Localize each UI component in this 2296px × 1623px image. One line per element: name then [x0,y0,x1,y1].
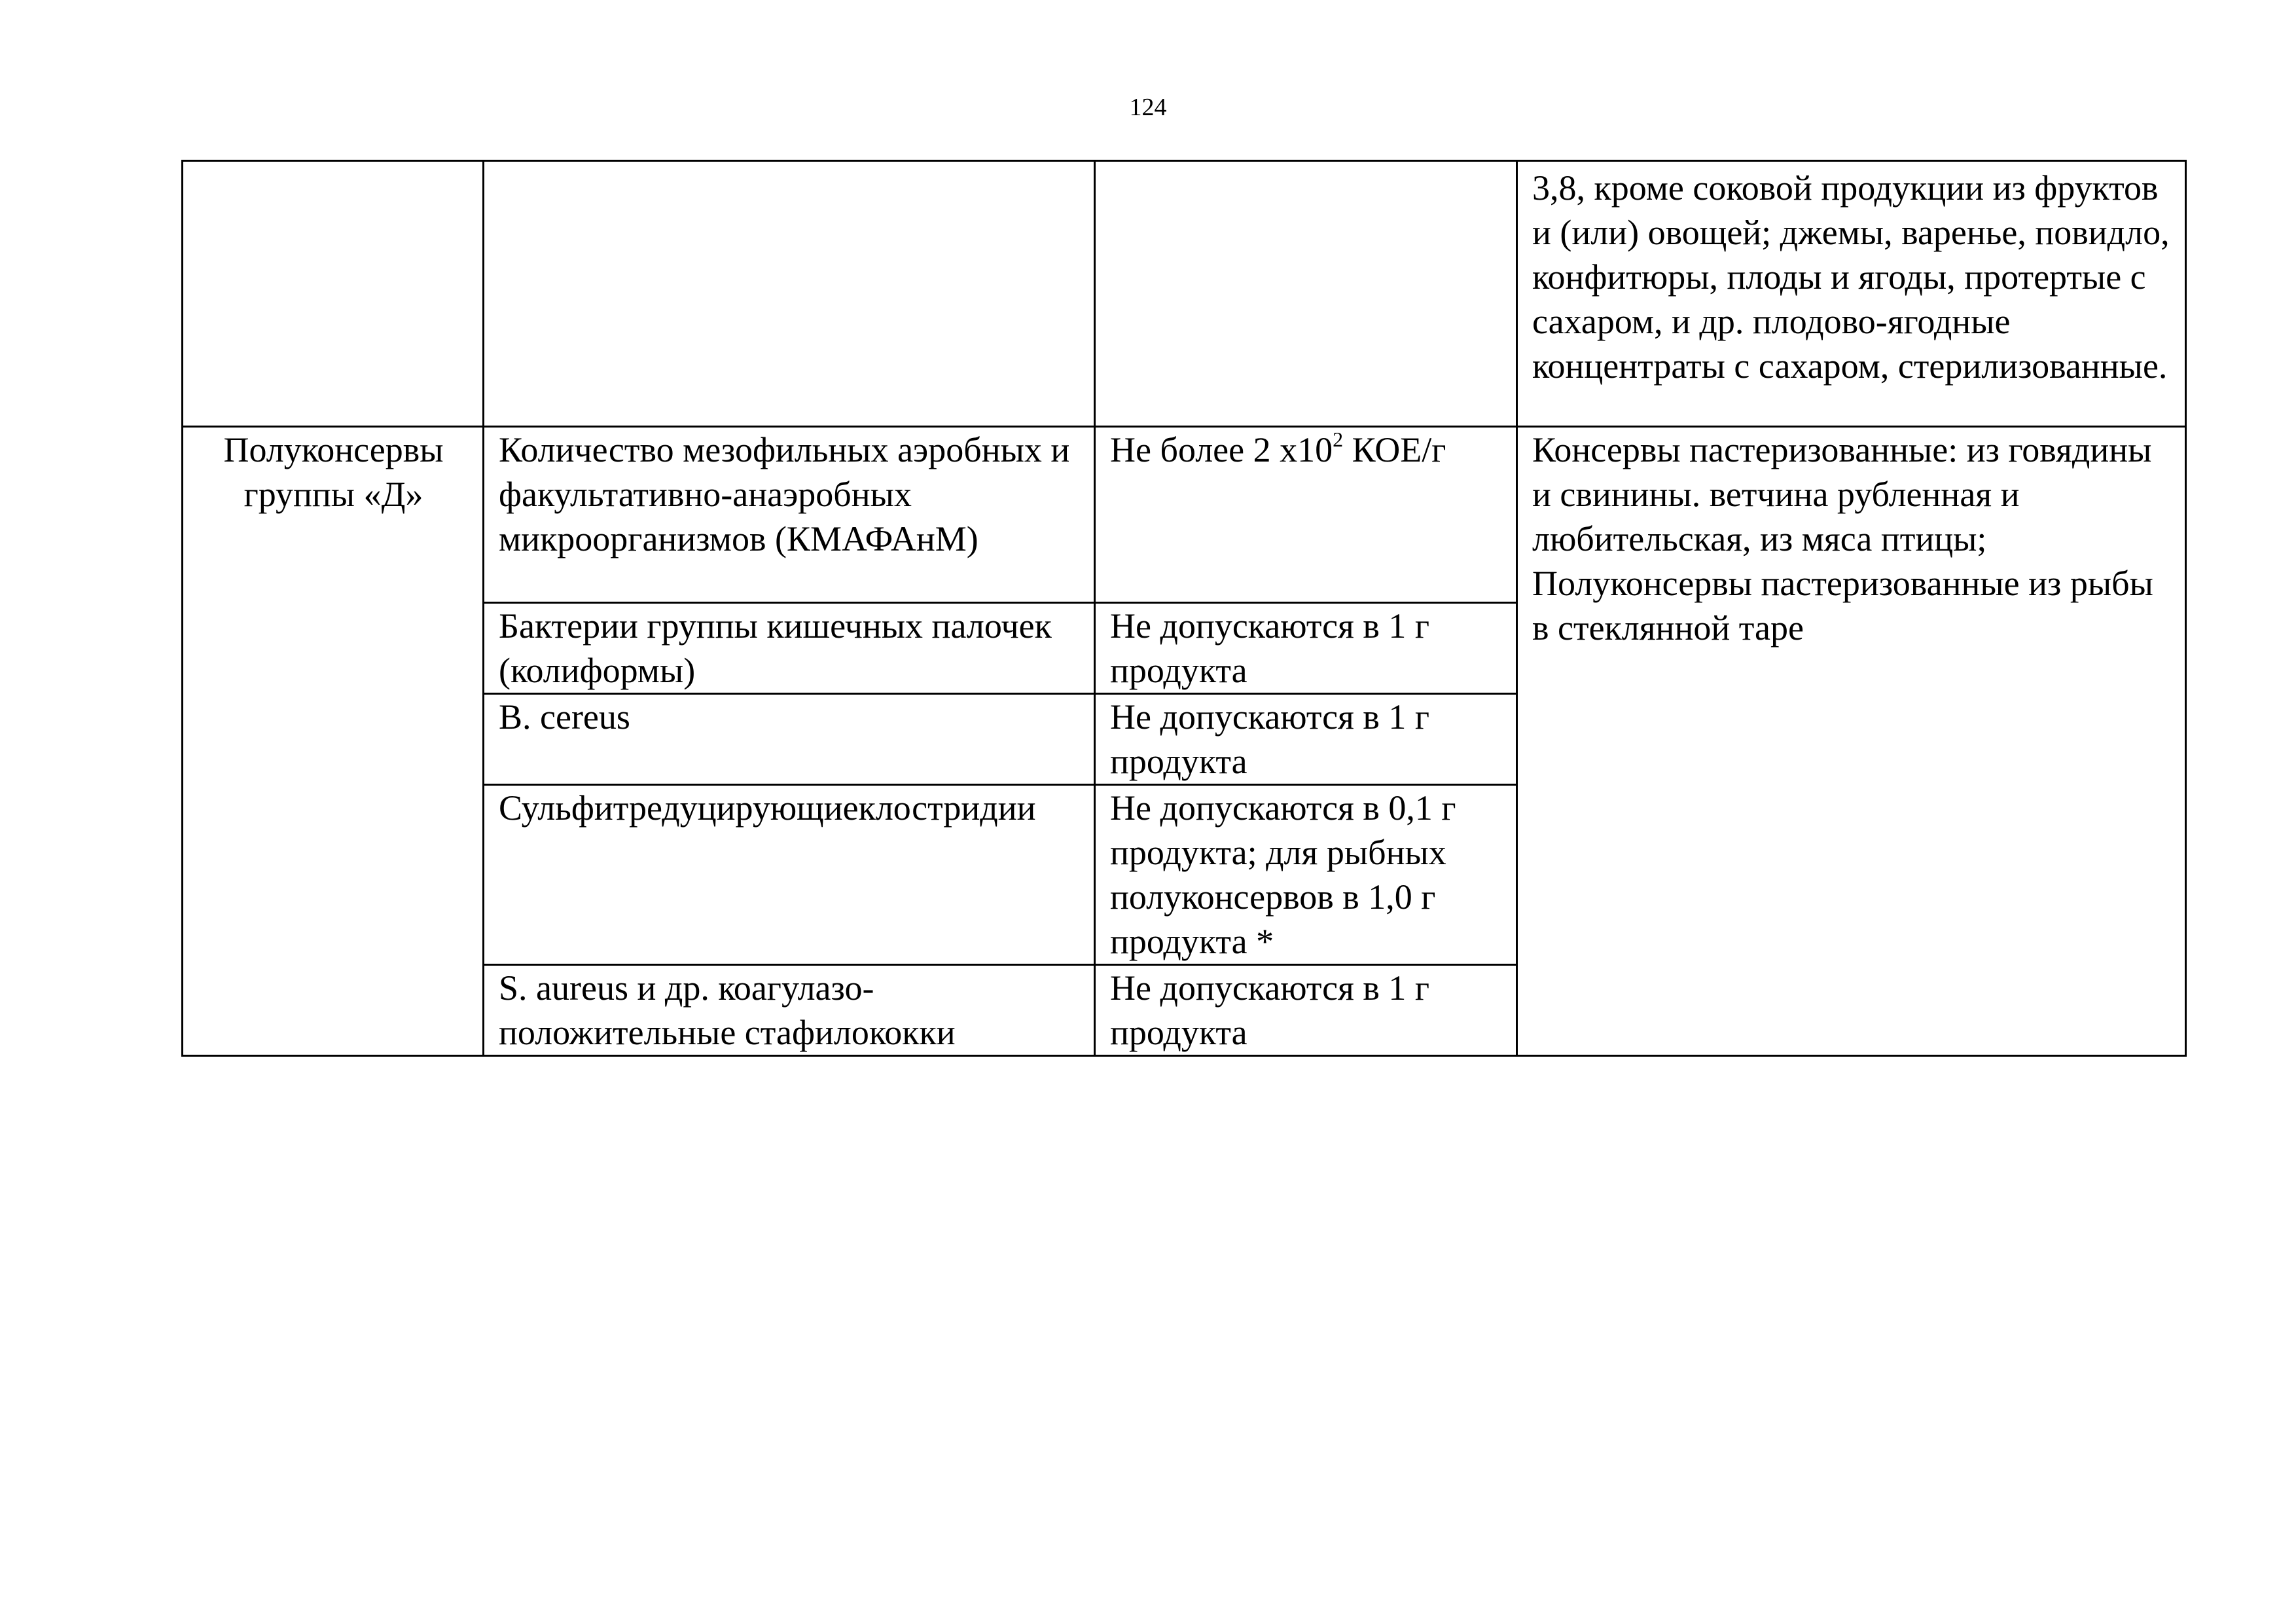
indicator-cell: S. aureus и др. коагулазо-положительные стафилококки [484,965,1095,1056]
norm-cell: Не допускаются в 1 г продукта [1095,965,1517,1056]
indicator-cell: Количество мезофильных аэробных и факультативно-анаэробных микроорганизмов (КМАФАнМ) [484,427,1095,603]
norm-unit: КОЕ/г [1343,430,1446,469]
applies-to-cell [1517,427,2186,1056]
applies-to-text: Консервы пастеризованные: из говядины и свинины. ветчина рубленная и любительская, из мяса птицы; [1532,430,2152,558]
norm-exponent: 2 [1333,428,1344,451]
norm-text: Не более 2 х10 [1110,430,1333,469]
norm-cell: Не допускаются в 1 г продукта [1095,603,1517,694]
requirements-table [181,160,2187,1057]
norm-cell: Не допускаются в 0,1 г продукта; для рыбных полуконсервов в 1,0 г продукта * [1095,785,1517,965]
product-name-cell: Полуконсервы группы «Д» [183,427,484,1056]
indicator-cell: B. cereus [484,694,1095,785]
table-cell-applies-to [1517,161,2186,427]
applies-to-text: 3,8, кроме соковой продукции из фруктов и (или) овощей; джемы, варенье, повидло, конфитюры, плоды и ягоды, протертые с сахаром, и др. плодово-ягодные концентраты с сахаром, стерилизованные. [1532,168,2170,386]
table-cell-empty [1095,161,1517,427]
applies-to-text: Полуконсервы пастеризованные из рыбы в стеклянной таре [1532,564,2153,647]
table-row-continuation [183,161,2186,427]
indicator-cell: Бактерии группы кишечных палочек (колиформы) [484,603,1095,694]
table-cell-empty [183,161,484,427]
norm-cell [1095,427,1517,603]
page-number: 124 [1129,94,1167,121]
table-cell-empty [484,161,1095,427]
table-row [183,427,2186,603]
indicator-cell: Сульфитредуцирующиеклостридии [484,785,1095,965]
norm-cell: Не допускаются в 1 г продукта [1095,694,1517,785]
